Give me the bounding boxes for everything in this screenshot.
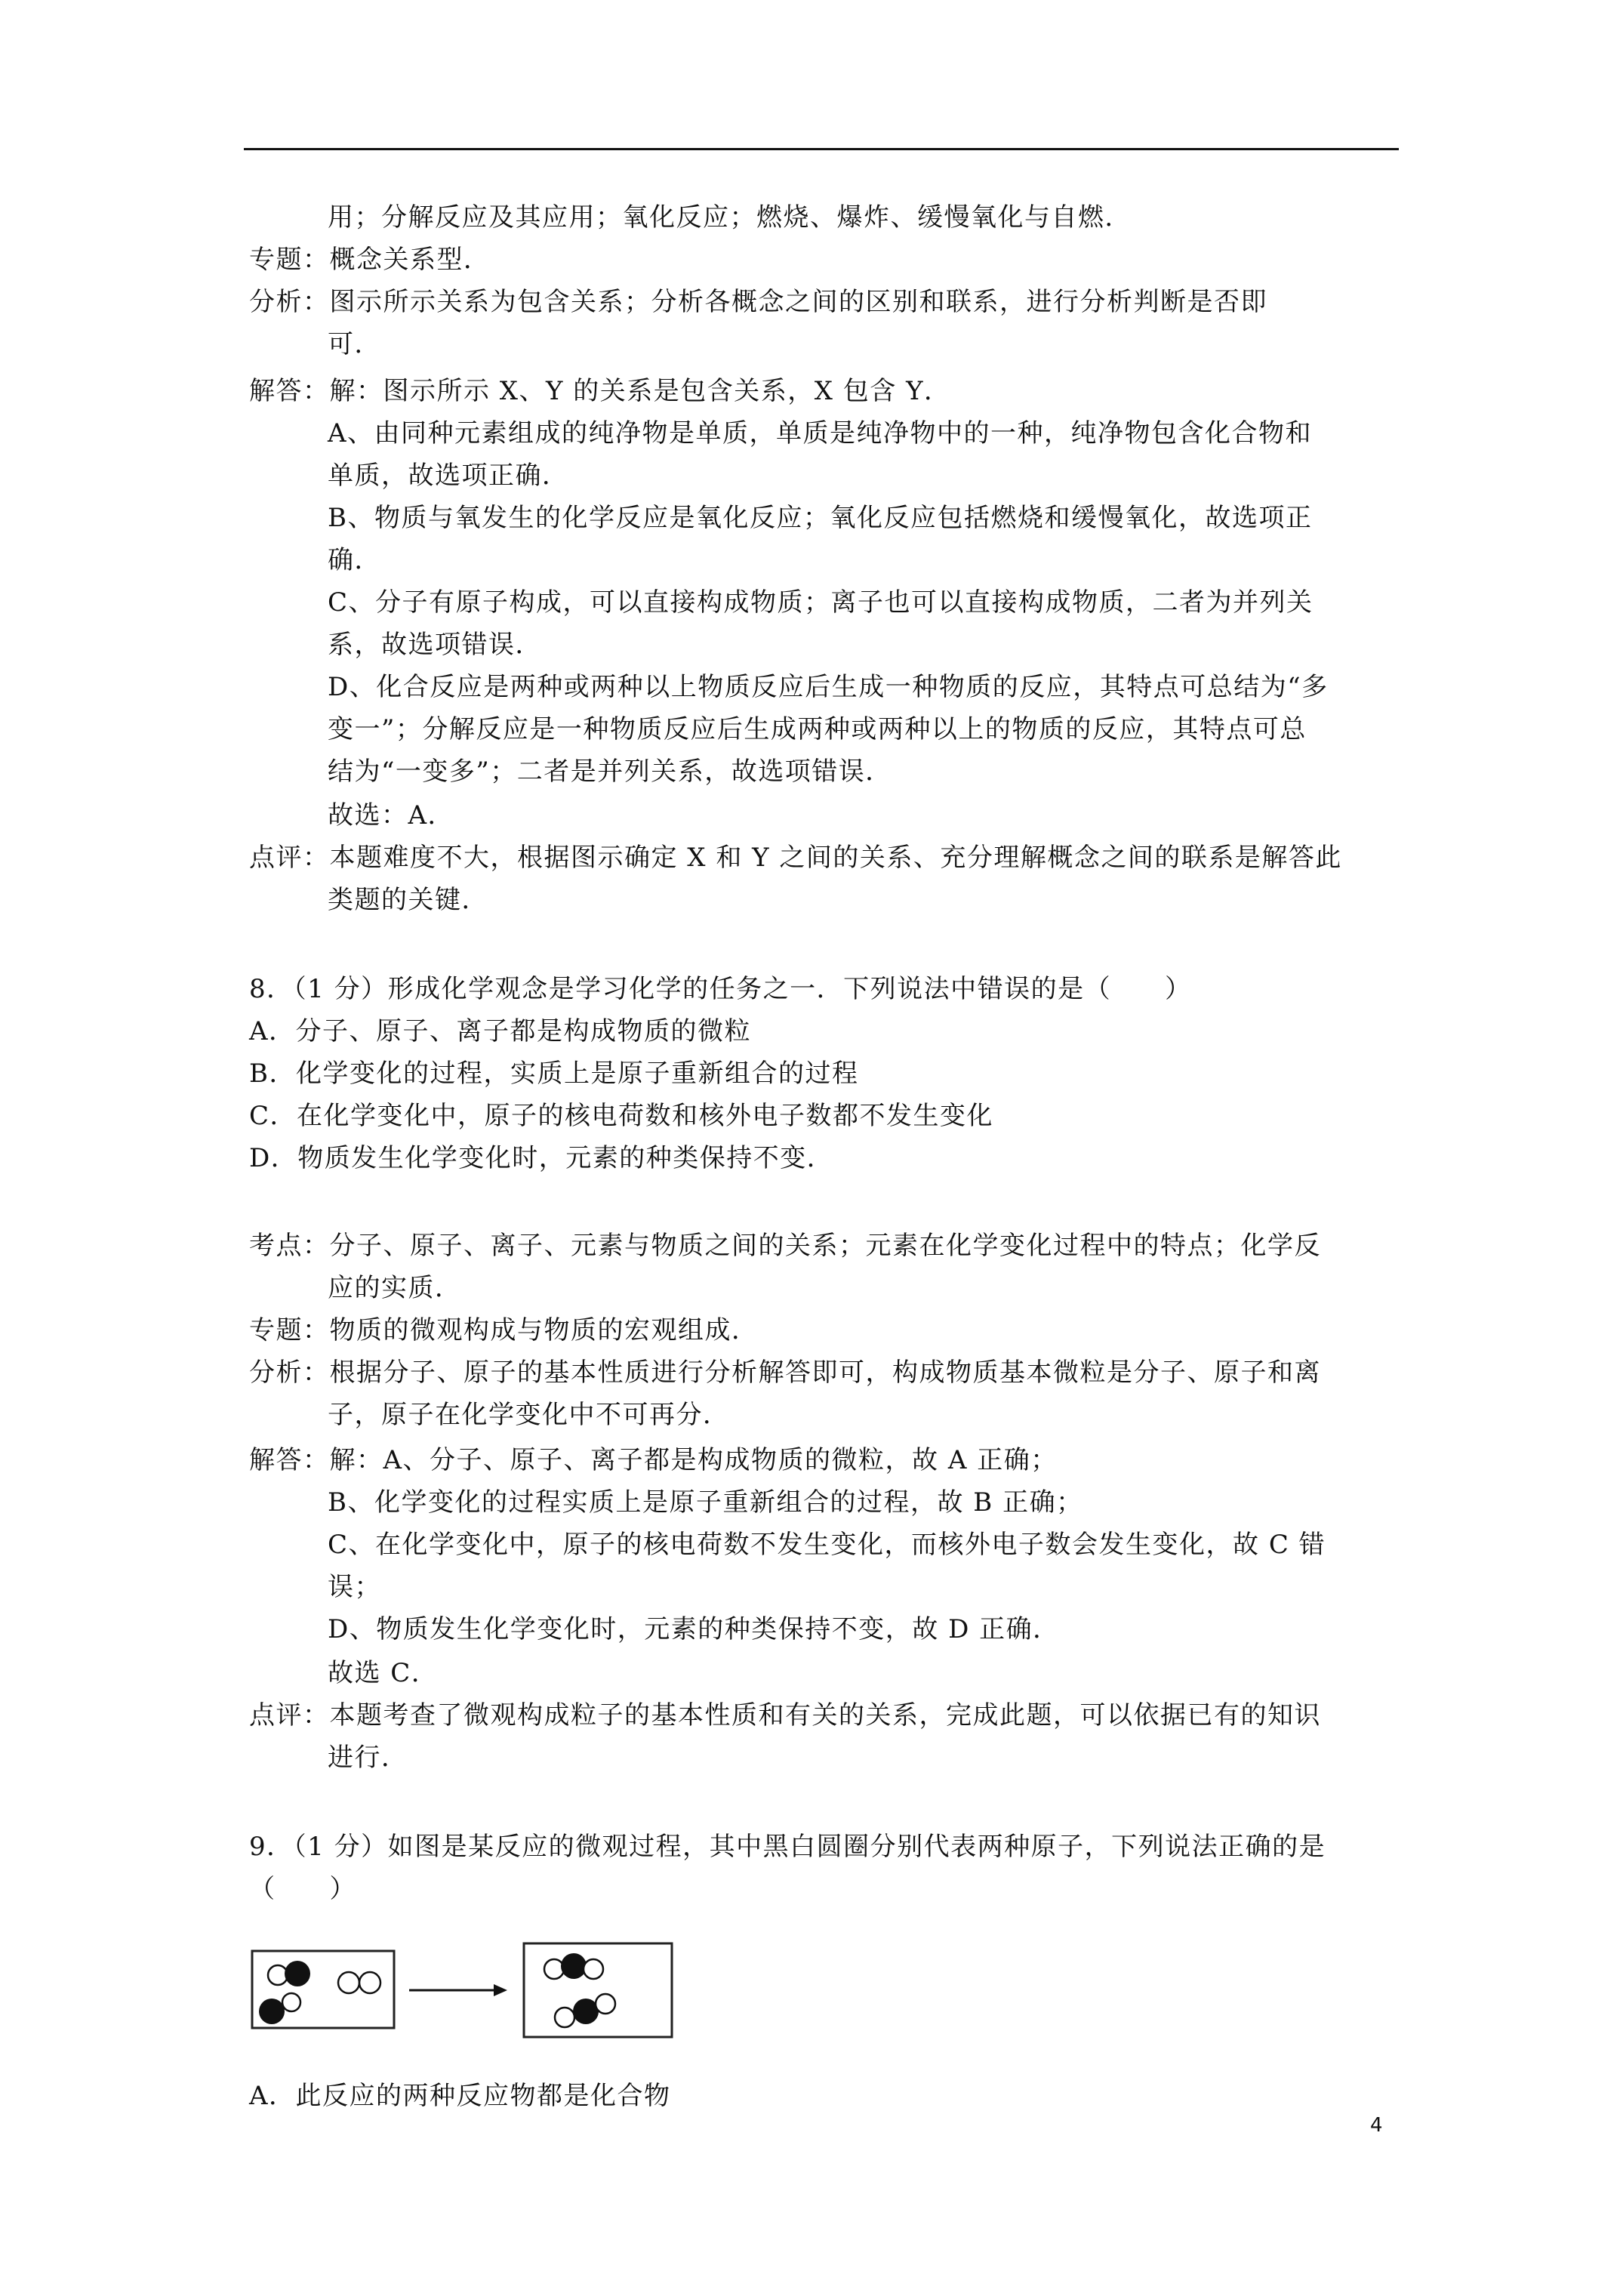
q8-dianping-line2: 进行． [328, 1743, 408, 1773]
q8-option-b: B．化学变化的过程，实质上是原子重新组合的过程 [249, 1059, 859, 1089]
q7-fenxi-line1: 分析：图示所示关系为包含关系；分析各概念之间的区别和联系，进行分析判断是否即 [249, 287, 1267, 317]
q7-dianping-line2: 类题的关键． [328, 885, 488, 915]
q7-answer-d-line2: 变一”；分解反应是一种物质反应后生成两种或两种以上的物质的反应，其特点可总 [328, 714, 1307, 744]
q7-kaodian-cont: 用；分解反应及其应用；氧化反应；燃烧、爆炸、缓慢氧化与自燃． [328, 202, 1132, 233]
q8-kaodian-line1: 考点：分子、原子、离子、元素与物质之间的关系；元素在化学变化过程中的特点；化学反 [249, 1231, 1321, 1261]
q8-fenxi-line2: 子，原子在化学变化中不可再分． [328, 1400, 730, 1430]
q8-guxuan: 故选 C． [328, 1658, 439, 1688]
page-number: 4 [1370, 2114, 1383, 2137]
q8-fenxi-line1: 分析：根据分子、原子的基本性质进行分析解答即可，构成物质基本微粒是分子、原子和离 [249, 1358, 1321, 1388]
q7-fenxi-line2: 可． [328, 329, 381, 359]
q8-zhuanti: 专题：物质的微观构成与物质的宏观组成． [249, 1315, 759, 1345]
q8-kaodian-line2: 应的实质． [328, 1273, 462, 1303]
q8-jieda-line1: 解答：解：A、分子、原子、离子都是构成物质的微粒，故 A 正确； [249, 1445, 1058, 1475]
header-rule [244, 148, 1399, 150]
q8-stem: 8．（1 分）形成化学观念是学习化学的任务之一．下列说法中错误的是（ ） [249, 974, 1192, 1004]
reaction-arrow [409, 1984, 507, 1996]
q7-dianping-line1: 点评：本题难度不大，根据图示确定 X 和 Y 之间的关系、充分理解概念之间的联系是解答此 [249, 843, 1342, 873]
reactants-box [252, 1951, 394, 2028]
q7-answer-d-line1: D、化合反应是两种或两种以上物质反应后生成一种物质的反应，其特点可总结为“多 [328, 672, 1329, 702]
q7-answer-c-line1: C、分子有原子构成，可以直接构成物质；离子也可以直接构成物质，二者为并列关 [328, 587, 1313, 618]
q7-answer-b-line2: 确． [328, 545, 381, 575]
q9-option-a: A．此反应的两种反应物都是化合物 [249, 2081, 671, 2111]
q8-answer-c-line2: 误； [328, 1572, 381, 1602]
products-box [524, 1943, 672, 2037]
q7-answer-d-line3: 结为“一变多”；二者是并列关系，故选项错误． [328, 757, 892, 787]
q7-answer-b-line1: B、物质与氧发生的化学反应是氧化反应；氧化反应包括燃烧和缓慢氧化，故选项正 [328, 503, 1313, 533]
q8-option-a: A．分子、原子、离子都是构成物质的微粒 [249, 1016, 752, 1046]
q7-answer-a-line1: A、由同种元素组成的纯净物是单质，单质是纯净物中的一种，纯净物包含化合物和 [328, 418, 1313, 448]
q8-option-c: C．在化学变化中，原子的核电荷数和核外电子数都不发生变化 [249, 1101, 994, 1131]
q8-option-d: D．物质发生化学变化时，元素的种类保持不变． [249, 1143, 834, 1173]
q7-answer-c-line2: 系，故选项错误． [328, 630, 542, 660]
q9-stem-line2: （ ） [249, 1874, 356, 1904]
reaction-diagram [251, 1939, 685, 2042]
q8-answer-b: B、化学变化的过程实质上是原子重新组合的过程，故 B 正确； [328, 1487, 1083, 1518]
q9-stem-line1: 9．（1 分）如图是某反应的微观过程，其中黑白圆圈分别代表两种原子，下列说法正确的是 [249, 1832, 1326, 1862]
q7-answer-a-line2: 单质，故选项正确． [328, 461, 569, 491]
q7-guxuan: 故选：A． [328, 800, 455, 831]
q7-zhuanti: 专题：概念关系型． [249, 245, 491, 275]
q8-dianping-line1: 点评：本题考查了微观构成粒子的基本性质和有关的关系，完成此题，可以依据已有的知识 [249, 1700, 1321, 1730]
q8-answer-c-line1: C、在化学变化中，原子的核电荷数不发生变化，而核外电子数会发生变化，故 C 错 [328, 1530, 1326, 1560]
q8-answer-d: D、物质发生化学变化时，元素的种类保持不变，故 D 正确． [328, 1614, 1060, 1644]
q7-jieda-line1: 解答：解：图示所示 X、Y 的关系是包含关系，X 包含 Y． [249, 376, 951, 406]
